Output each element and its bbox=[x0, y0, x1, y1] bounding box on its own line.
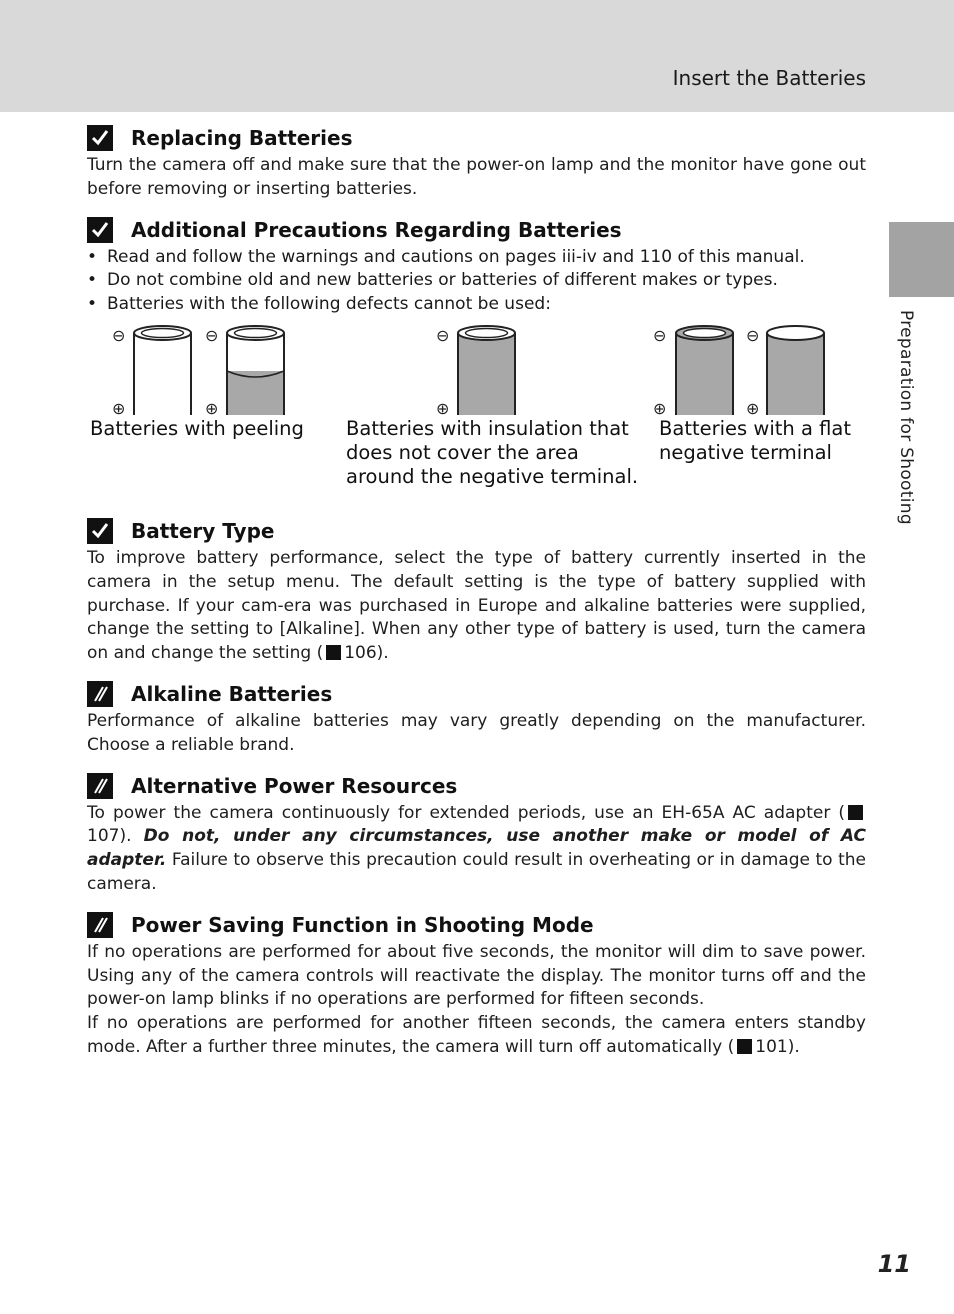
page-number: 11 bbox=[877, 1250, 911, 1278]
section-body: Performance of alkaline batteries may vary greatly depending on the manufacturer. Choose a reliable brand. bbox=[87, 710, 866, 755]
minus-symbol: ⊖ bbox=[205, 325, 219, 345]
list-item: • Read and follow the warnings and cautions on pages iii-iv and 110 of this manual. bbox=[87, 246, 866, 270]
chapter-tab bbox=[889, 222, 954, 297]
section-body: To improve battery performance, select the type of battery currently inserted in the camera in the setup menu. The default setting is the type of battery supplied with purchase. If your cam-era was purchased in Europe and alkaline batteries were supplied, change the setting to [Alkaline]. When any other type of battery is used, turn the camera on and change the setting ( 106). bbox=[87, 547, 866, 664]
section-precautions bbox=[87, 216, 866, 503]
page-reference-icon bbox=[848, 805, 863, 820]
section-title: Replacing Batteries bbox=[131, 126, 353, 150]
battery-diagrams bbox=[87, 323, 866, 423]
page-reference: 101 bbox=[755, 1036, 788, 1057]
defective-batteries-illustration bbox=[87, 323, 866, 503]
minus-symbol: ⊖ bbox=[436, 325, 450, 345]
section-body: If no operations are performed for another fifteen seconds, the camera enters standby mode. After a further three minutes, the camera will turn off automatically ( 101). bbox=[87, 1013, 866, 1057]
plus-symbol: ⊕ bbox=[112, 398, 126, 418]
plus-symbol: ⊕ bbox=[436, 398, 450, 418]
battery-flat-1 bbox=[676, 326, 733, 415]
page-content bbox=[87, 124, 866, 1060]
precautions-list bbox=[87, 246, 866, 317]
section-alternative-power bbox=[87, 772, 866, 897]
note-icon bbox=[87, 773, 113, 799]
section-alkaline bbox=[87, 680, 866, 758]
section-replacing-batteries bbox=[87, 124, 866, 202]
check-icon bbox=[87, 518, 113, 544]
battery-flat-2 bbox=[767, 326, 824, 415]
battery-insulation bbox=[458, 326, 515, 415]
page-reference: 107 bbox=[87, 826, 120, 847]
caption-peeling: Batteries with peeling bbox=[90, 416, 304, 440]
page-title: Insert the Batteries bbox=[672, 66, 866, 90]
check-icon bbox=[87, 125, 113, 151]
warning-text: Do not, under any circumstances, use another make or model of AC adapter. bbox=[87, 826, 866, 871]
plus-symbol: ⊕ bbox=[205, 398, 219, 418]
section-battery-type bbox=[87, 517, 866, 666]
caption-flat-negative: Batteries with a flat negative terminal bbox=[659, 416, 852, 464]
minus-symbol: ⊖ bbox=[112, 325, 126, 345]
list-item: • Do not combine old and new batteries or batteries of different makes or types. bbox=[87, 269, 866, 293]
battery-peeling-1 bbox=[134, 326, 191, 415]
section-title: Additional Precautions Regarding Batteries bbox=[131, 217, 622, 242]
section-power-saving bbox=[87, 911, 866, 1060]
page-reference-icon bbox=[737, 1039, 752, 1054]
section-title: Power Saving Function in Shooting Mode bbox=[131, 912, 594, 937]
battery-peeling-2 bbox=[227, 326, 284, 415]
caption-insulation: Batteries with insulation that does not cover the area around the negative terminal. bbox=[346, 416, 639, 488]
page-reference: 106 bbox=[344, 643, 377, 664]
page-reference-icon bbox=[326, 645, 341, 660]
section-body: Turn the camera off and make sure that the power-on lamp and the monitor have gone out before removing or inserting batteries. bbox=[87, 155, 866, 199]
section-title: Battery Type bbox=[131, 518, 275, 543]
plus-symbol: ⊕ bbox=[653, 398, 667, 418]
header-band bbox=[0, 0, 954, 112]
section-title: Alternative Power Resources bbox=[131, 773, 458, 798]
note-icon bbox=[87, 681, 113, 707]
check-icon bbox=[87, 217, 113, 243]
minus-symbol: ⊖ bbox=[653, 325, 667, 345]
minus-symbol: ⊖ bbox=[746, 325, 760, 345]
chapter-label: Preparation for Shooting bbox=[896, 310, 916, 525]
plus-symbol: ⊕ bbox=[746, 398, 760, 418]
section-body: If no operations are performed for about five seconds, the monitor will dim to save power. Using any of the camera controls will reactivate the display. The monitor turns off and the power-on lamp blinks if no operations are performed for fifteen seconds. bbox=[87, 941, 866, 1010]
list-item: • Batteries with the following defects cannot be used: bbox=[87, 293, 866, 317]
section-title: Alkaline Batteries bbox=[131, 681, 333, 706]
note-icon bbox=[87, 912, 113, 938]
section-body: To power the camera continuously for extended periods, use an EH-65A AC adapter (107). Do not, under any circumstances, use another make or model of AC adapter. Failure to observe this precaution could result in overheating or in damage to the camera. bbox=[87, 802, 866, 894]
